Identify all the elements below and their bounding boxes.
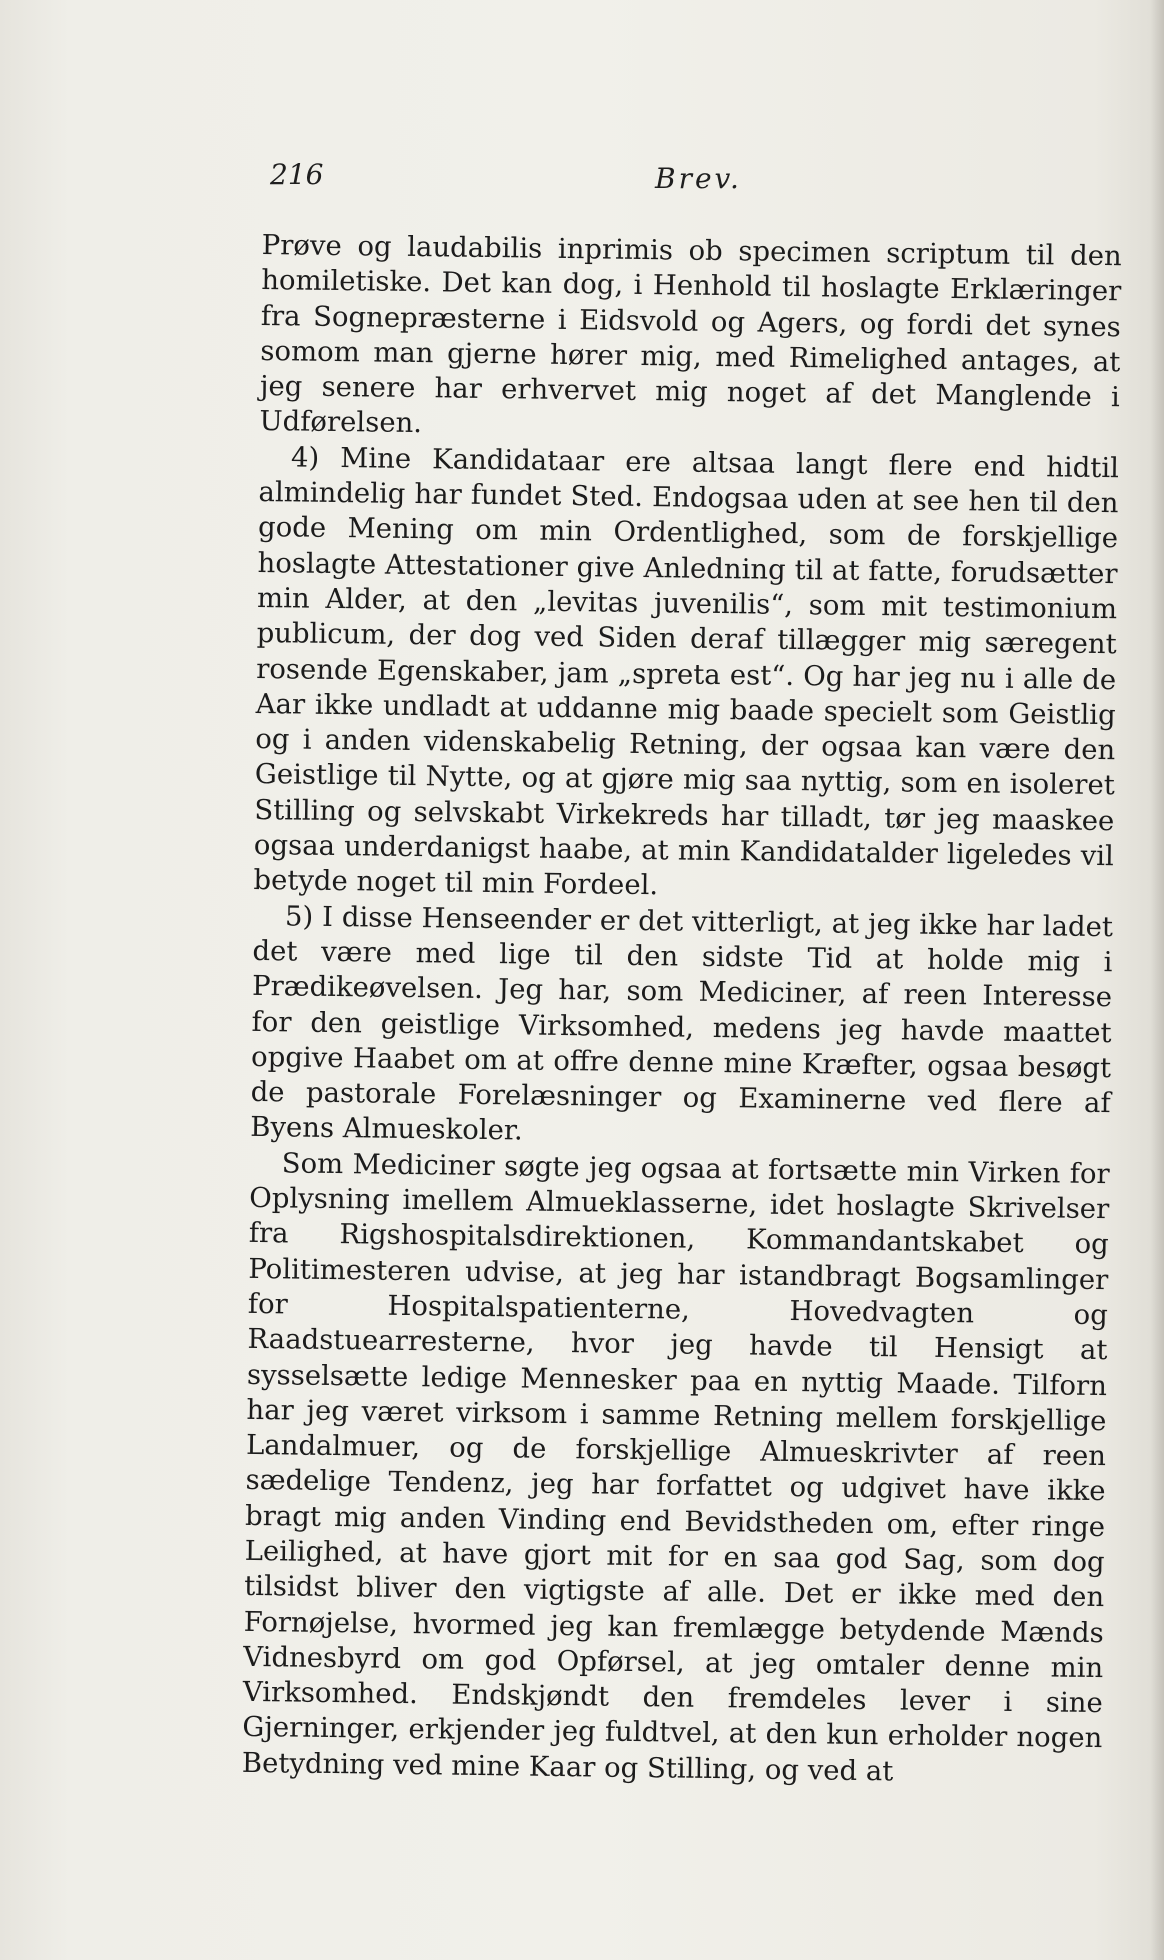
running-head: Brev. xyxy=(655,162,742,195)
paragraph-3: 5) I disse Henseender er det vitterligt, at jeg ikke har ladet det være med lige til den sidste Tid at holde mig i Prædikeøvelsen. Jeg har, som Mediciner, af reen Interesse for den geistlige Virksomhed, medens jeg havde maattet opgive Haabet om at offre denne mine Kræfter, ogsaa besøgt de pastorale Forelæsninger og Examinerne ved flere af Byens Almueskoler. xyxy=(250,900,1114,1147)
page-edge-shadow xyxy=(1150,0,1164,1960)
paragraph-2: 4) Mine Kandidataar ere altsaa langt flere end hidtil almindelig har fundet Sted. Endogsaa uden at see hen til den gode Mening om min Ordentlighed, som de forskjellige hoslagte Attestationer give Anledning til at fatte, forudsætter min Alder, at den „levitas juvenilis“, som mit testimonium publicum, der dog ved Siden deraf tillægger mig særegent rosende Egenskaber, jam „spreta est“. Og har jeg nu i alle de Aar ikke undladt at uddanne mig baade specielt som Geistlig og i anden videnskabelig Retning, der ogsaa kan være den Geistlige til Nytte, og at gjøre mig saa nyttig, som en isoleret Stilling og selvskabt Virkekreds har tilladt, tør jeg maaskee ogsaa underdanigst haabe, at min Kandidatalder ligeledes vil betyde noget til min Fordeel. xyxy=(253,441,1120,902)
page-header xyxy=(250,158,1130,198)
page-number: 216 xyxy=(270,158,324,191)
paragraph-1: Prøve og laudabilis inprimis ob specimen scriptum til den homiletiske. Det kan dog, i Henhold til hoslagte Erklæringer fra Sognepræsterne i Eidsvold og Agers, og fordi det synes somom man gjerne hører mig, med Rimelighed antages, at jeg senere har erhvervet mig noget af det Manglende i Udførelsen. xyxy=(259,228,1122,440)
body-text xyxy=(242,228,1122,1792)
paragraph-4: Som Mediciner søgte jeg ogsaa at fortsætte min Virken for Oplysning imellem Almueklasserne, idet hoslagte Skrivelser fra Rigshospitalsdirektionen, Kommandantskabet og Politimesteren udvise, at jeg har istandbragt Bogsamlinger for Hospitalspatienterne, Hovedvagten og Raadstuearresterne, hvor jeg havde til Hensigt at sysselsætte ledige Mennesker paa en nyttig Maade. Tilforn har jeg været virksom i samme Retning mellem forskjellige Landalmuer, og de forskjellige Almueskrivter af reen sædelige Tendenz, jeg har forfattet og udgivet have ikke bragt mig anden Vinding end Bevidstheden om, efter ringe Leilighed, at have gjort mit for en saa god Sag, som dog tilsidst bliver den vigtigste af alle. Det er ikke med den Fornøjelse, hvormed jeg kan fremlægge betydende Mænds Vidnesbyrd om god Opførsel, at jeg omtaler denne min Virksomhed. Endskjøndt den fremdeles lever i sine Gjerninger, erkjender jeg fuldtvel, at den kun erholder nogen Betydning ved mine Kaar og Stilling, og ved at xyxy=(241,1147,1110,1788)
